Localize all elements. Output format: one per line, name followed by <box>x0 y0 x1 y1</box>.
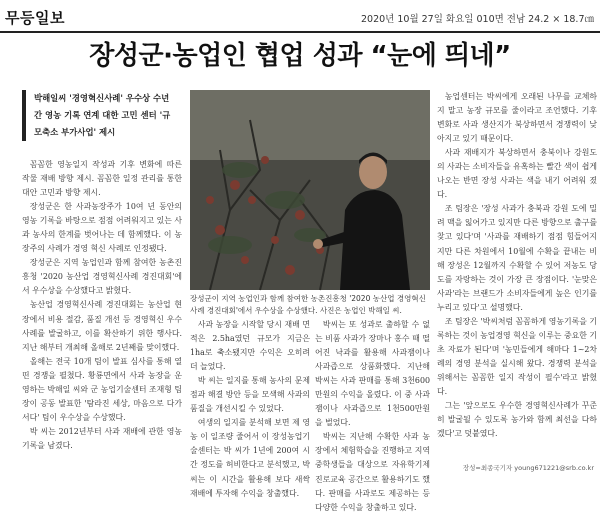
masthead <box>0 0 600 30</box>
paragraph: 농업센터는 박씨에게 오래된 나무를 교체하지 말고 농장 규모를 줄이라고 조언했다. 기후 변화로 사과 생산지가 북상하면서 경쟁력이 낮아지고 있기 때문이다. <box>437 92 597 144</box>
paragraph: 박씨는 지난해 수확한 사과 농장에서 체험학습을 진행하고 지역 중학생들을 대상으로 자유학기제 진로교육 공간으로 활용하기도 했다. 판매를 사과로도 제공하는 등 다양한 수익을 창출하고 있다. <box>315 432 430 512</box>
photo-caption: 장성군이 지역 농업인과 함께 참여한 농촌진흥청 '2020 농산업 경영혁신사례 경진대회'에서 우수상을 수상했다. 사진은 농업인 박해일 씨. <box>190 294 426 315</box>
subheadline: 박해일씨 '경영혁신사례' 우수상 수년간 영농 기록 연계 대한 고민 센터 '규모축소 부가사업' 제시 <box>22 90 176 141</box>
article-photo <box>190 90 430 290</box>
paragraph: 박 씨는 2012년부터 사과 재배에 관한 영농 기록을 남겼다. <box>22 426 182 450</box>
paragraph: 여생의 일지를 분석해 보면 제 영농 이 일조량 줄어서 이 장성농업기술센터는 박 씨가 1년에 200여 시간 정도를 허비한다고 분석했고, 박 씨는 이 시간을 활용해 보다 새싹 재배에 투자해 수익을 창출했다. <box>190 418 310 498</box>
paragraph: 조 팀장은 '박씨처럼 꼼꼼하게 영농기록을 기록하는 것이 농업경영 혁신을 이루는 중요한 기초 자료가 된다'며 '농민들에게 해마다 1~2차례의 경영 분석을 실시해 왔다. 경쟁력 분석을 위해서는 꼼꼼한 일지 작성이 필수'라고 밝혔다. <box>437 316 597 396</box>
paragraph: 박 씨는 일지를 통해 농사의 문제점과 해결 방안 등을 모색해 사과의 품질을 개선시킬 수 있었다. <box>190 376 310 414</box>
body-column-2 <box>190 318 310 498</box>
paragraph: 농산업 경영혁신사례 경진대회는 농산업 현장에서 비용 절감, 품질 개선 등 경영혁신 우수 사례를 발굴하고, 이를 확산하기 위한 행사다. 지난 해부터 개최해 올해로 2년째를 맞이했다. <box>22 300 182 352</box>
header-rule <box>0 31 600 33</box>
paper-name: 무등일보 <box>5 9 65 27</box>
paragraph: 장성군은 한 사과농장주가 10여 년 동안의 영농 기록을 바탕으로 점점 어려워지고 있는 사과 농사의 한계를 벗어나는 데 함께했다. 이 농장주의 사례가 경영 혁신 사례로 인정됐다. <box>22 202 182 254</box>
paragraph: 사과 재배지가 북상하면서 충북이나 강원도의 사과는 소비자들을 유혹하는 빨간 색이 쉽게 나오는 반면 장성 사과는 색을 내기 어려워 졌다. <box>437 148 597 200</box>
paragraph: 올해는 전국 10개 팀이 발표 심사를 통해 열띤 경쟁을 펼쳤다. 황룡면에서 사과 농장을 운영하는 박해일 씨와 군 농업기술센터 조재형 팀장이 공동 발표한 '탐라진 세상, 마음으로 다가서다' 팀이 우수상을 수상했다. <box>22 356 182 422</box>
paragraph: 꼼꼼한 영농일지 작성과 기후 변화에 따른 작물 재배 방향 제시. 꼼꼼한 일정 관리를 통한 대안 고민과 방향 제시. <box>22 160 182 198</box>
paragraph: 그는 '앞으로도 우수한 경영혁신사례가 꾸준히 발굴될 수 있도록 농가와 함께 최선을 다하겠다'고 덧붙였다. <box>437 401 597 439</box>
publication-info: 2020년 10월 27일 화요일 010면 전남 24.2 × 18.7㎝ <box>360 14 594 25</box>
paragraph: 사과 농장을 시작할 당시 재배 면적은 2.5ha였던 규모가 지금은 1ha로 축소됐지만 수익은 오히려 더 늘었다. <box>190 320 310 372</box>
photo-farmer-apple-tree <box>190 90 430 290</box>
paragraph: 조 팀장은 '장성 사과가 충북과 강원 도에 밀려 맥을 잃어가고 있지만 다른 방향으로 출구를 찾고 있다'며 '사과를 재배하기 점점 힘들어지지만 다른 차원에서 10월에 수확을 끝내는 비해 장성은 12월까지 수확할 수 있어 저농도 당도를 자랑하는 것이 가장 큰 장점이다. '눈맞은 사과'라는 브랜드가 소비자들에게 높은 인기를 누리고 있다'고 설명했다. <box>437 204 597 312</box>
body-column-4 <box>437 90 597 462</box>
body-column-3 <box>315 318 430 512</box>
paragraph: 장성군은 지역 농업인과 함께 참여한 농촌진흥청 '2020 농산업 경영혁신사례 경진대회'에서 우수상을 수상했다고 밝혔다. <box>22 258 182 296</box>
body-column-1 <box>22 158 182 475</box>
headline: 장성군·농업인 협업 성과 “눈에 띄네” <box>89 41 511 71</box>
paragraph: 박씨는 또 성과로 출하할 수 없는 비품 사과가 장마나 홍수 때 떨어진 낙과를 활용해 사과잼이나 사과즙으로 상품화했다. 지난해 박씨는 사과 판매를 통해 3천600만원의 수익을 올렸다. 이 중 사과잼이나 사과즙으로 1천500만원을 벌었다. <box>315 320 430 428</box>
byline: 장성=최종국기자 young671221@srb.co.kr <box>462 464 594 472</box>
